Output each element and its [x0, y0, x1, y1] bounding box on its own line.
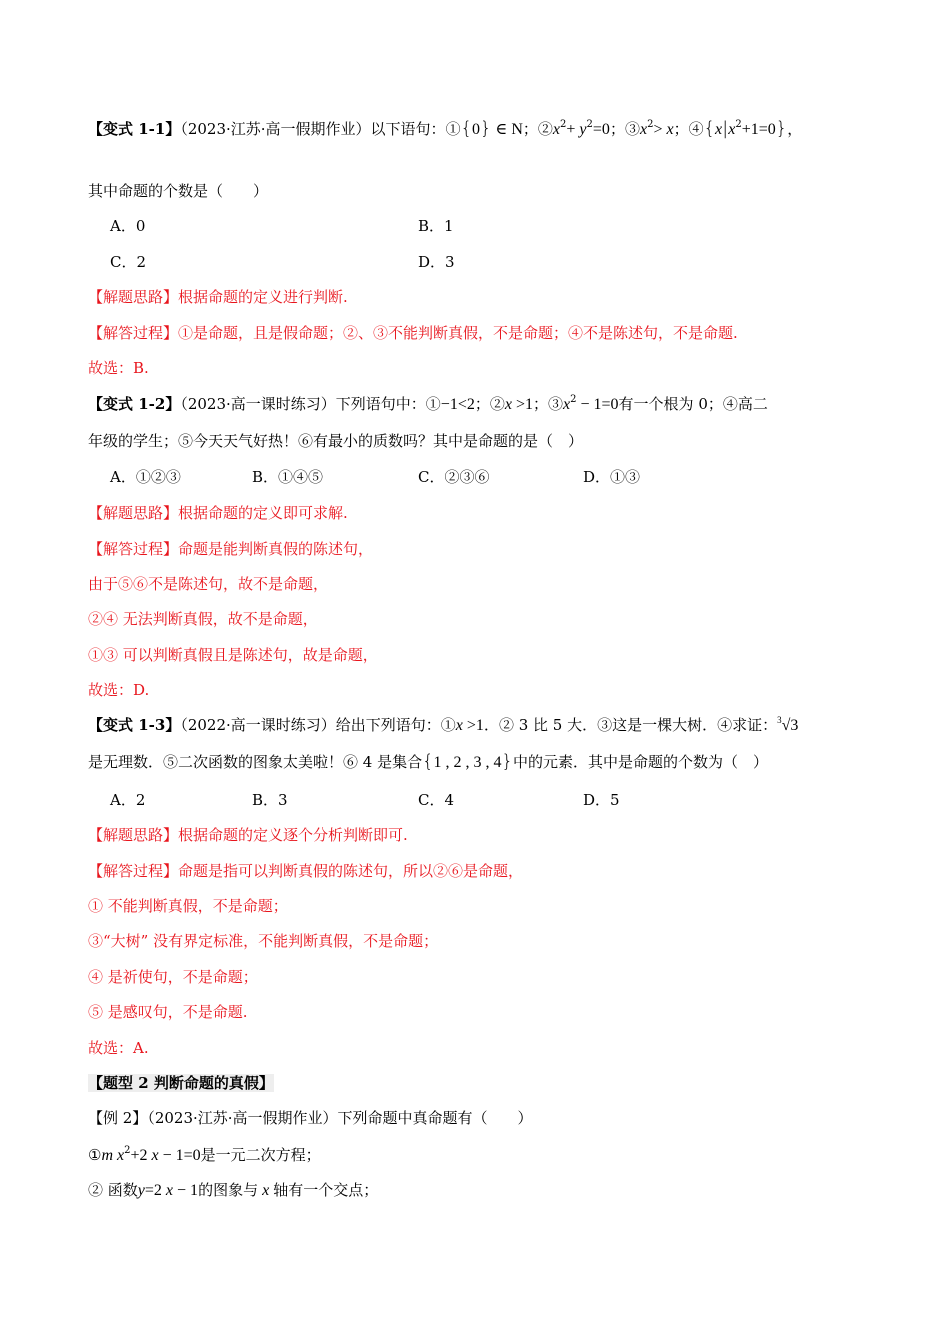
- math-x: x: [258, 1182, 274, 1199]
- option-c: C．2: [110, 253, 147, 271]
- option-b: B．1: [418, 217, 454, 235]
- option-b: B．①④⑤: [252, 468, 324, 486]
- example-2-question: 【例 2】（2023·江苏·高一假期作业）下列命题中真命题有（ ）: [88, 1109, 533, 1127]
- section-heading: 【题型 2 判断命题的真假】: [88, 1074, 274, 1092]
- solution-idea: 【解题思路】根据命题的定义进行判断.: [88, 288, 348, 306]
- solution-process-line: ④ 是祈使句，不是命题；: [88, 968, 258, 986]
- example-2-item-2: ② 函数y=2 x − 1的图象与 x 轴有一个交点；: [88, 1181, 379, 1199]
- math-ineq-2: x >1: [504, 396, 533, 413]
- solution-process-line: ①③ 可以判断真假且是陈述句，故是命题，: [88, 646, 378, 664]
- variant-1-1-line2: 其中命题的个数是（ ）: [88, 182, 269, 200]
- option-d: D．①③: [583, 468, 641, 486]
- answer: 故选：D.: [88, 681, 150, 699]
- answer: 故选：B.: [88, 359, 149, 377]
- variant-1-2-question: 【变式 1-2】（2023·高一课时练习）下列语句中：①−1<2；②x >1；$③x^2 - 1=0$有一个根为 0；④高二: [88, 394, 768, 413]
- solution-process-line: 由于⑤⑥不是陈述句，故不是命题，: [88, 575, 329, 593]
- math-eq-circle: $x^2+ y^2=0$: [552, 119, 610, 138]
- math-ineq-x-gt-1: x >1: [455, 717, 484, 734]
- option-d: D．5: [583, 791, 620, 809]
- solution-idea: 【解题思路】根据命题的定义逐个分析判断即可.: [88, 826, 408, 844]
- example-2-item-1: ①m $x^2+2$ x − 1=0是一元二次方程；: [88, 1145, 321, 1164]
- math-set-0: {0} ∈ N: [460, 118, 523, 139]
- math-eq-3: $x^2 - 1=0$: [563, 394, 619, 413]
- math-set-builder: $\{x|x^2+1=0\}$: [703, 118, 788, 139]
- solution-process-line: 【解答过程】命题是能判断真假的陈述句，: [88, 540, 374, 558]
- option-b: B．3: [252, 791, 288, 809]
- math-set-1234: {1 , 2 , 3 , 4}: [422, 751, 513, 772]
- math-linear-function: y=2 x − 1: [137, 1182, 199, 1199]
- variant-1-3-question: 【变式 1-3】（2022·高一课时练习）给出下列语句：①x >1．② 3 比 5 大．③这是一棵大树．④求证：$^3$√3: [88, 715, 799, 734]
- variant-1-2-line2: 年级的学生；⑤今天天气好热！⑥有最小的质数吗？其中是命题的是（ ）: [88, 432, 584, 450]
- solution-idea: 【解题思路】根据命题的定义即可求解.: [88, 504, 348, 522]
- option-c: C．4: [418, 791, 455, 809]
- math-quadratic: m $x^2+2$ x − 1=0: [101, 1145, 201, 1164]
- solution-process-line: ②④ 无法判断真假，故不是命题，: [88, 610, 318, 628]
- solution-process-line: ① 不能判断真假，不是命题；: [88, 897, 288, 915]
- option-a: A．0: [110, 217, 146, 235]
- variant-1-3-line2: 是无理数．⑤二次函数的图象太美啦！⑥ 4 是集合{1 , 2 , 3 , 4}中的元素．其中是命题的个数为（ ）: [88, 751, 769, 772]
- option-c: C．②③⑥: [418, 468, 490, 486]
- option-d: D．3: [418, 253, 455, 271]
- solution-process-line: 【解答过程】命题是指可以判断真假的陈述句，所以②⑥是命题，: [88, 862, 524, 880]
- solution-process-line: ⑤ 是感叹句，不是命题.: [88, 1003, 248, 1021]
- solution-process: 【解答过程】①是命题，且是假命题；②、③不能判断真假，不是命题；④不是陈述句，不是命题.: [88, 324, 738, 342]
- answer: 故选：A.: [88, 1039, 149, 1057]
- option-a: A．①②③: [110, 468, 181, 486]
- option-a: A．2: [110, 791, 146, 809]
- math-cube-root-3: $^3$√3: [777, 715, 799, 734]
- solution-process-line: ③“大树” 没有界定标准，不能判断真假，不是命题；: [88, 932, 439, 950]
- math-ineq-x2-gt-x: $x^2> x$: [639, 119, 674, 138]
- variant-1-1-question: 【变式 1-1】（2023·江苏·高一假期作业）以下语句：①{0} ∈ N；$②x^2+ y^2=0$；$③x^2> x$；$④\{x|x^2+1=0\}$，: [88, 118, 803, 139]
- math-ineq-1: −1<2: [440, 396, 475, 413]
